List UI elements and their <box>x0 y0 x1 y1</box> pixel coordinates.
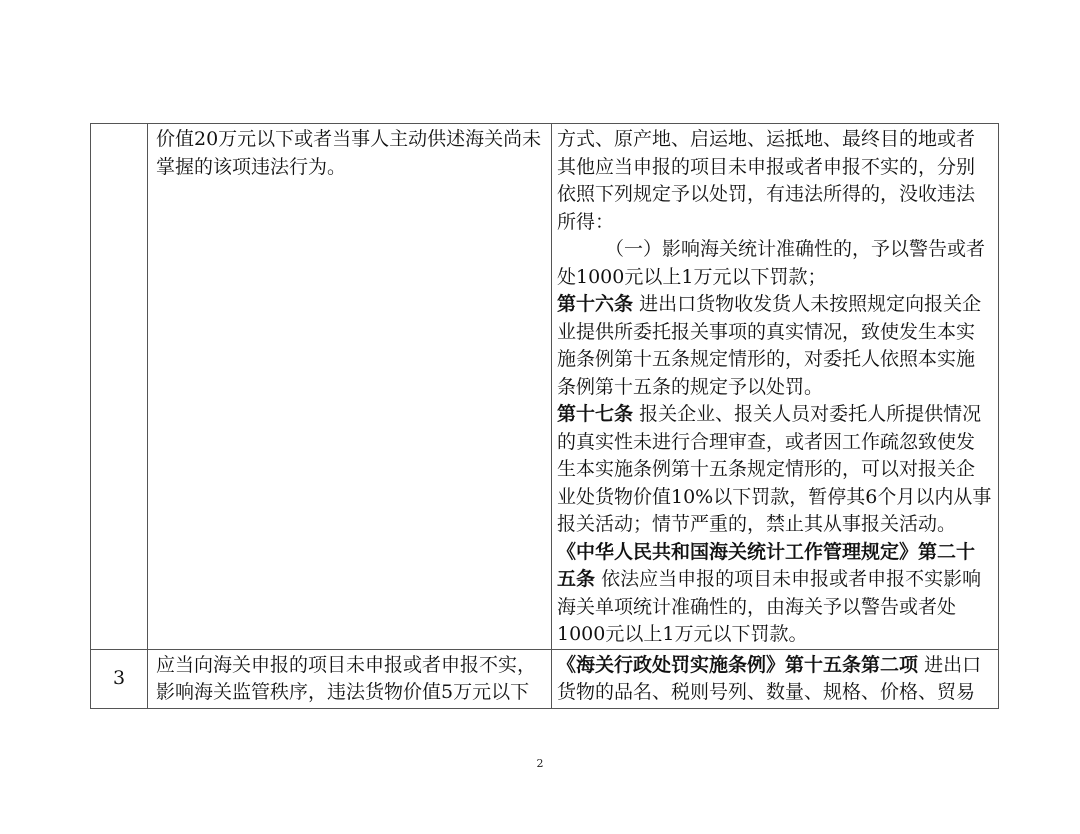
regulation-title: 《海关行政处罚实施条例》第十五条第二项 <box>557 653 919 676</box>
statistics-rule-title: 《中华人民共和国海关统计工作管理规定》第二十 <box>557 540 976 563</box>
statistics-rule-text: 依法应当申报的项目未申报或者申报不实影响 <box>601 568 982 590</box>
page-number: 2 <box>536 757 544 770</box>
text-line: 应当向海关申报的项目未申报或者申报不实， <box>156 653 537 676</box>
legal-basis-cell <box>552 649 999 708</box>
text-line: 处1000元以上1万元以下罚款； <box>557 265 827 288</box>
row-number-cell: 3 <box>91 649 148 708</box>
statistics-rule-line <box>557 566 994 594</box>
regulation-table <box>90 123 999 709</box>
text-line: 影响海关监管秩序，违法货物价值5万元以下 <box>156 681 530 703</box>
text-line: 依照下列规定予以处罚，有违法所得的，没收违法 <box>557 183 976 205</box>
text-line: 生本实施条例第十五条规定情形的，可以对报关企 <box>557 458 976 480</box>
row-number-cell <box>91 124 148 650</box>
article-17-line <box>557 401 994 429</box>
text-line: （一）影响海关统计准确性的，予以警告或者 <box>605 238 986 260</box>
text-line: 条例第十五条的规定予以处罚。 <box>557 375 824 398</box>
table-row <box>91 124 999 650</box>
text-line: 海关单项统计准确性的，由海关予以警告或者处 <box>557 595 957 618</box>
article-16-line <box>557 291 994 319</box>
text-line: 施条例第十五条规定情形的，对委托人依照本实施 <box>557 348 976 370</box>
text-line: 业处货物价值10%以下罚款，暂停其6个月以内从事 <box>557 485 992 508</box>
text-line: 的真实性未进行合理审查，或者因工作疏忽致使发 <box>557 430 976 453</box>
table-row <box>91 649 999 708</box>
violation-description-cell <box>148 124 552 650</box>
text-line: 掌握的该项违法行为。 <box>156 155 347 178</box>
statistics-rule-title-cont: 五条 <box>557 568 596 590</box>
text-line: 业提供所委托报关事项的真实情况，致使发生本实 <box>557 320 976 343</box>
text-line: 其他应当申报的项目未申报或者申报不实的，分别 <box>557 155 976 178</box>
text-line: 所得： <box>557 210 615 233</box>
text-line: 报关活动；情节严重的，禁止其从事报关活动。 <box>557 513 957 535</box>
article-16-title: 第十六条 <box>557 293 634 315</box>
text-line: 货物的品名、税则号列、数量、规格、价格、贸易 <box>557 681 976 703</box>
text-line: 1000元以上1万元以下罚款。 <box>557 623 808 645</box>
regulation-line <box>557 652 994 680</box>
text-line: 方式、原产地、启运地、运抵地、最终目的地或者 <box>557 128 976 150</box>
regulation-text: 进出口 <box>924 653 982 676</box>
violation-description-cell <box>148 649 552 708</box>
text-line: 价值20万元以下或者当事人主动供述海关尚未 <box>156 128 542 150</box>
article-17-title: 第十七条 <box>557 403 634 425</box>
legal-basis-cell <box>552 124 999 650</box>
article-16-text: 进出口货物收发货人未按照规定向报关企 <box>639 293 982 315</box>
article-17-text: 报关企业、报关人员对委托人所提供情况 <box>639 403 982 425</box>
